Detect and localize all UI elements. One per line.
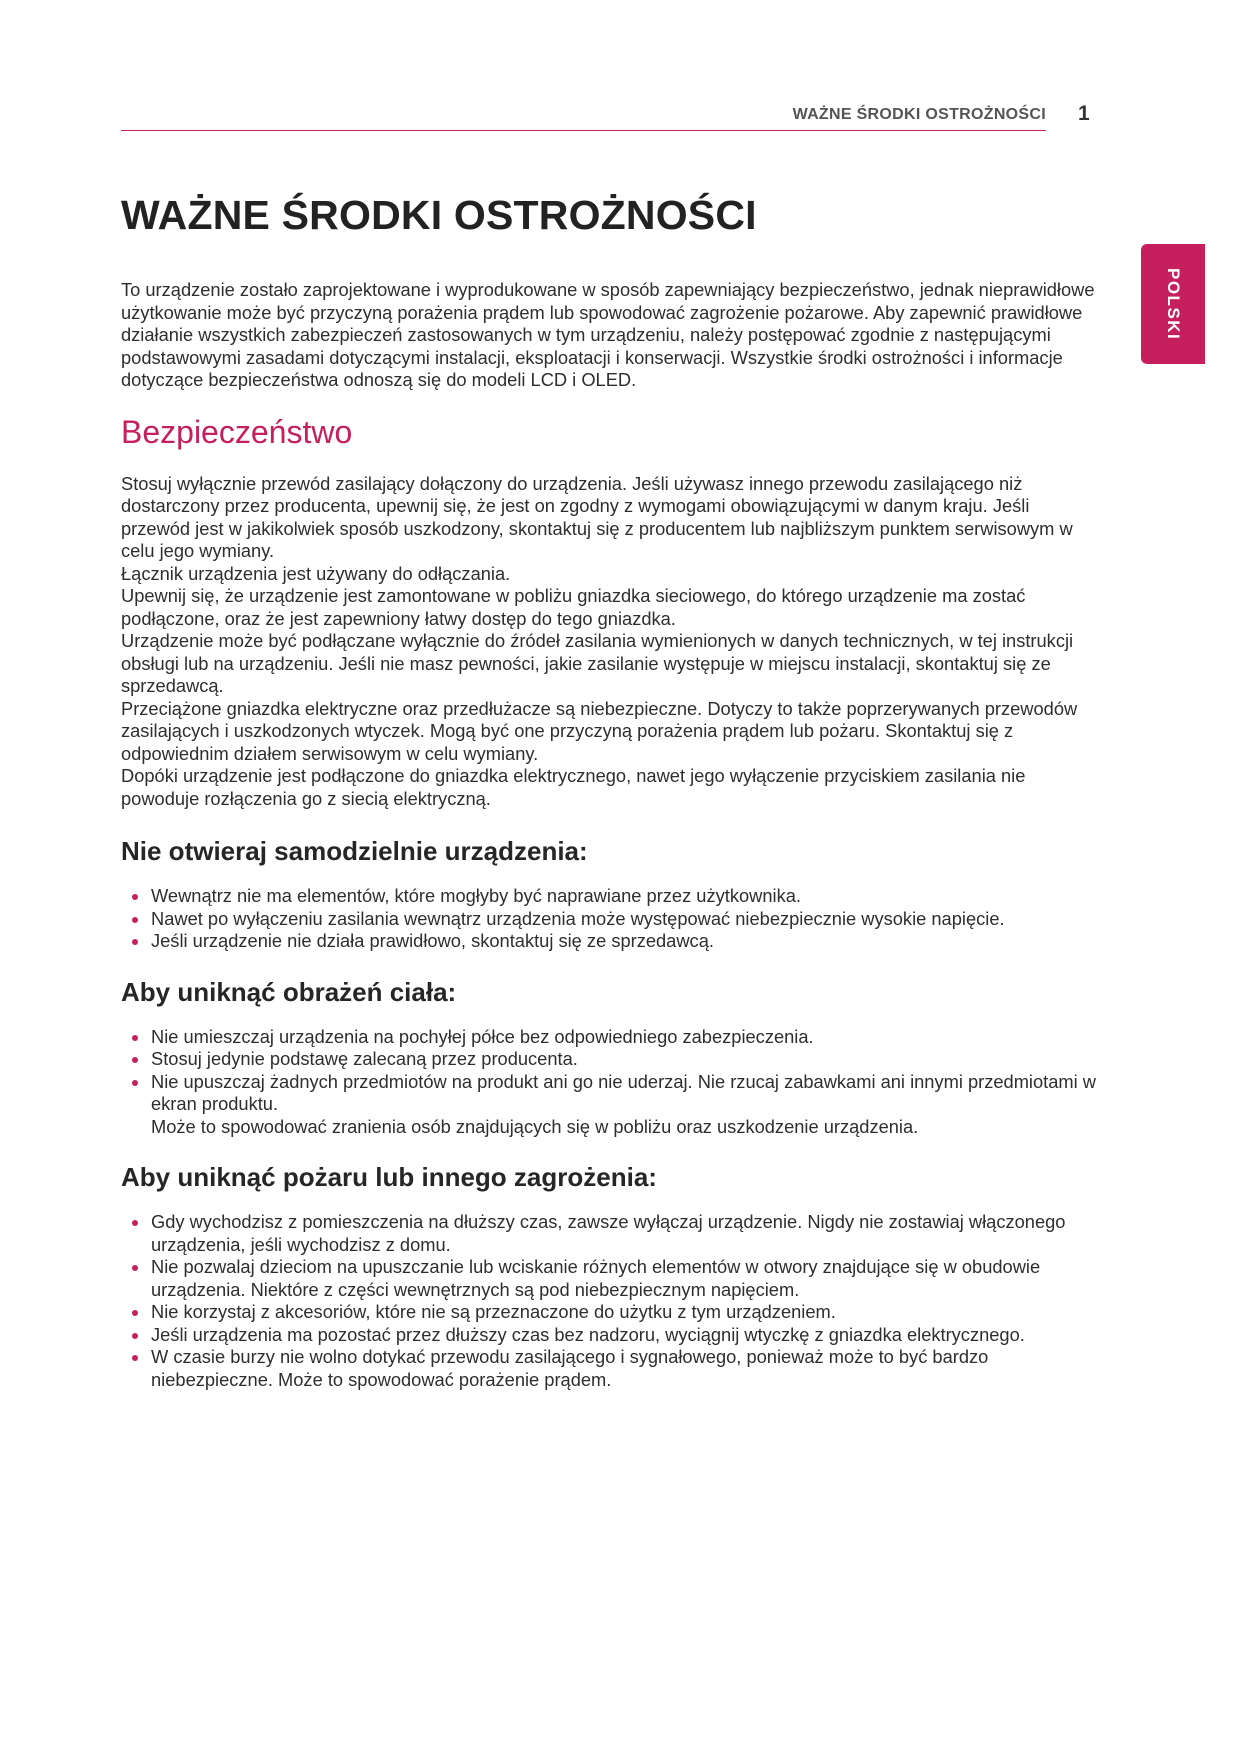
- list-item-text: Nie upuszczaj żadnych przedmiotów na produkt ani go nie uderzaj. Nie rzucaj zabawkami ani innymi przedmiotami w ekran produktu.: [151, 1070, 1096, 1114]
- language-tab: [1141, 244, 1205, 364]
- page-number: 1: [1078, 102, 1090, 125]
- section-heading: Nie otwieraj samodzielnie urządzenia:: [121, 836, 588, 866]
- bullet-list: [121, 1026, 1096, 1139]
- bullet-icon: [132, 1265, 138, 1271]
- list-item-text: Wewnątrz nie ma elementów, które mogłyby być naprawiane przez użytkownika.: [151, 885, 801, 906]
- safety-paragraph: Łącznik urządzenia jest używany do odłączania.: [121, 562, 511, 584]
- running-header: [121, 100, 1046, 131]
- safety-paragraph: Przeciążone gniazdka elektryczne oraz przedłużacze są niebezpieczne. Dotyczy to także poprzerywanych przewodów zasilających i uszkodzonych wtyczek. Mogą być one przyczyną porażenia prądem lub pożaru. Skontaktuj się z odpowiednim działem serwisowym w celu wymiany.: [121, 697, 1078, 764]
- section-heading: Aby uniknąć obrażeń ciała:: [121, 976, 457, 1007]
- list-item: [121, 1026, 1096, 1049]
- bullet-icon: [132, 1310, 138, 1316]
- safety-paragraph: Upewnij się, że urządzenie jest zamontowane w pobliżu gniazdka sieciowego, do którego urządzenie ma zostać podłączone, oraz że jest zapewniony łatwy dostęp do tego gniazdka.: [121, 585, 1026, 629]
- section-heading: Aby uniknąć pożaru lub innego zagrożenia:: [121, 1162, 657, 1192]
- page-content: [121, 192, 1096, 1415]
- bullet-icon: [132, 1355, 138, 1361]
- bullet-list: [121, 1211, 1096, 1391]
- safety-paragraphs: [121, 473, 1096, 811]
- list-item-text: Jeśli urządzenie nie działa prawidłowo, skontaktuj się ze sprzedawcą.: [151, 930, 714, 951]
- bullet-icon: [132, 1035, 138, 1041]
- page-title: WAŻNE ŚRODKI OSTROŻNOŚCI: [121, 192, 757, 238]
- list-item: [121, 1301, 1096, 1324]
- list-item: [121, 1071, 1096, 1139]
- bullet-icon: [132, 1080, 138, 1086]
- running-title: WAŻNE ŚRODKI OSTROŻNOŚCI: [792, 106, 1046, 123]
- section-avoid-fire: [121, 1162, 1096, 1391]
- section-do-not-open: [121, 836, 1096, 953]
- safety-paragraph: Urządzenie może być podłączane wyłącznie do źródeł zasilania wymienionych w danych technicznych, w tej instrukcji obsługi lub na urządzeniu. Jeśli nie masz pewności, jakie zasilanie występuje w miejscu instalacji, skontaktuj się ze sprzedawcą.: [121, 630, 1074, 696]
- list-item: [121, 885, 1096, 908]
- language-tab-label: POLSKI: [1164, 267, 1183, 341]
- list-item-text: Nawet po wyłączeniu zasilania wewnątrz urządzenia może występować niebezpiecznie wysokie napięcie.: [151, 907, 1005, 929]
- bullet-icon: [132, 939, 138, 945]
- list-item-text: Stosuj jedynie podstawę zalecaną przez producenta.: [151, 1048, 578, 1069]
- bullet-icon: [132, 917, 138, 923]
- list-item: [121, 1346, 1096, 1391]
- list-item: [121, 1324, 1096, 1347]
- safety-heading: Bezpieczeństwo: [121, 413, 353, 450]
- intro-paragraph: To urządzenie zostało zaprojektowane i wyprodukowane w sposób zapewniający bezpieczeństwo, jednak nieprawidłowe użytkowanie może być przyczyną porażenia prądem lub spowodować zagrożenie pożarowe. Aby zapewnić prawidłowe działanie wszystkich zabezpieczeń zastosowanych w tym urządzeniu, należy postępować zgodnie z następującymi podstawowymi zasadami dotyczącymi instalacji, eksploatacji i konserwacji. Wszystkie środki ostrożności i informacje dotyczące bezpieczeństwa odnoszą się do modeli LCD i OLED.: [121, 279, 1095, 390]
- bullet-icon: [132, 1333, 138, 1339]
- list-item: [121, 1048, 1096, 1071]
- list-item: [121, 1211, 1096, 1256]
- bullet-list: [121, 885, 1096, 953]
- section-avoid-injury: [121, 977, 1096, 1139]
- list-item: [121, 908, 1096, 931]
- list-item: [121, 1256, 1096, 1301]
- bullet-icon: [132, 1220, 138, 1226]
- list-item-text: Gdy wychodzisz z pomieszczenia na dłuższy czas, zawsze wyłączaj urządzenie. Nigdy nie zostawiaj włączonego urządzenia, jeśli wychodzisz z domu.: [151, 1211, 1066, 1255]
- list-item-text: W czasie burzy nie wolno dotykać przewodu zasilającego i sygnałowego, ponieważ może to być bardzo niebezpieczne. Może to spowodować porażenie prądem.: [151, 1346, 989, 1390]
- list-item-text: Nie korzystaj z akcesoriów, które nie są przeznaczone do użytku z tym urządzeniem.: [151, 1301, 836, 1322]
- bullet-icon: [132, 894, 138, 900]
- safety-paragraph: Stosuj wyłącznie przewód zasilający dołączony do urządzenia. Jeśli używasz innego przewodu zasilającego niż dostarczony przez producenta, upewnij się, że jest on zgodny z wymogami obowiązującymi w danym kraju. Jeśli przewód jest w jakikolwiek sposób uszkodzony, skontaktuj się z producentem lub najbliższym punktem serwisowym w celu jego wymiany.: [121, 472, 1073, 561]
- list-item-text: Nie umieszczaj urządzenia na pochyłej półce bez odpowiedniego zabezpieczenia.: [151, 1025, 814, 1047]
- list-item: [121, 930, 1096, 953]
- bullet-icon: [132, 1057, 138, 1063]
- list-item-text-continued: Może to spowodować zranienia osób znajdujących się w pobliżu oraz uszkodzenie urządzenia.: [151, 1115, 919, 1137]
- list-item-text: Jeśli urządzenia ma pozostać przez dłuższy czas bez nadzoru, wyciągnij wtyczkę z gniazdka elektrycznego.: [151, 1323, 1025, 1345]
- list-item-text: Nie pozwalaj dzieciom na upuszczanie lub wciskanie różnych elementów w otwory znajdujące się w obudowie urządzenia. Niektóre z części wewnętrznych są pod niebezpiecznym napięciem.: [151, 1256, 1041, 1300]
- safety-paragraph: Dopóki urządzenie jest podłączone do gniazdka elektrycznego, nawet jego wyłączenie przyciskiem zasilania nie powoduje rozłączenia go z siecią elektryczną.: [121, 765, 1026, 809]
